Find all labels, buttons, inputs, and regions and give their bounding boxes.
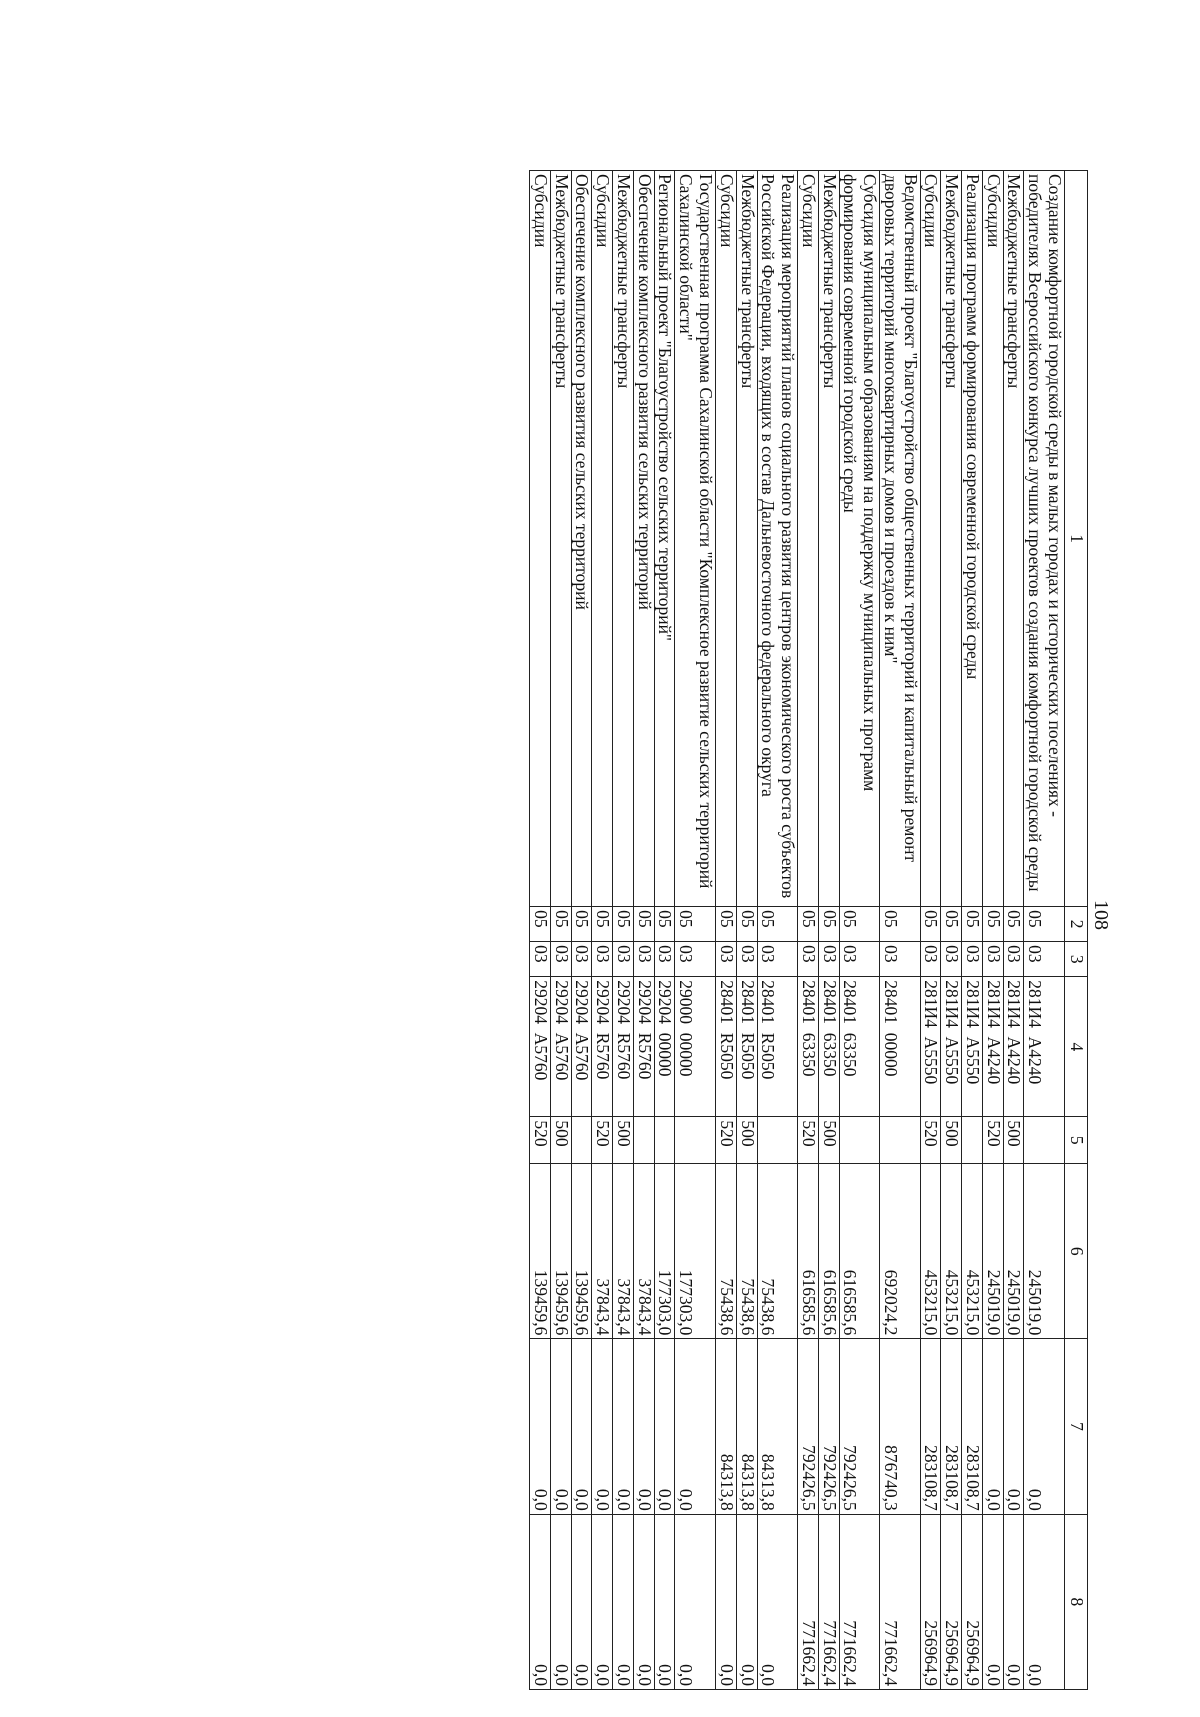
amount-col-8: 0,0 (982, 1514, 1003, 1689)
target-article-code: 29204 00000 (654, 977, 675, 1117)
row-name: Субсидии (798, 171, 819, 907)
amount-col-7: 283108,7 (920, 1339, 941, 1514)
target-article-code: 29204 R5760 (592, 977, 613, 1117)
header-col-4: 4 (1065, 977, 1088, 1117)
header-col-8: 8 (1065, 1514, 1088, 1689)
amount-col-6: 616585,6 (798, 1164, 819, 1339)
row-name: Ведомственный проект "Благоустройство общественных территорий и капитальный ремонт дворовых территорий многоквартирных домов и проездов к ним" (880, 171, 921, 907)
table-row (920, 171, 941, 1690)
header-col-7: 7 (1065, 1339, 1088, 1514)
target-article-code: 29204 R5760 (633, 977, 654, 1117)
header-row (1065, 171, 1088, 1690)
section-code: 05 (757, 907, 798, 942)
table-row (530, 171, 551, 1690)
amount-col-8: 0,0 (613, 1514, 634, 1689)
amount-col-8: 256964,9 (941, 1514, 962, 1689)
amount-col-6: 245019,0 (1024, 1164, 1065, 1339)
amount-col-7: 0,0 (654, 1339, 675, 1514)
expense-type-code: 520 (530, 1117, 551, 1164)
amount-col-6: 37843,4 (613, 1164, 634, 1339)
amount-col-8: 0,0 (1003, 1514, 1024, 1689)
subsection-code: 03 (715, 942, 736, 977)
row-name: Межбюджетные трансферты (550, 171, 571, 907)
subsection-code: 03 (736, 942, 757, 977)
expense-type-code: 520 (592, 1117, 613, 1164)
subsection-code: 03 (880, 942, 921, 977)
page-number: 108 (1090, 900, 1112, 930)
target-article-code: 28401 R5050 (736, 977, 757, 1117)
target-article-code: 28401 R5050 (757, 977, 798, 1117)
table-row (592, 171, 613, 1690)
amount-col-7: 0,0 (592, 1339, 613, 1514)
subsection-code: 03 (941, 942, 962, 977)
table-row (715, 171, 736, 1690)
header-col-3: 3 (1065, 942, 1088, 977)
amount-col-7: 0,0 (633, 1339, 654, 1514)
amount-col-7: 0,0 (530, 1339, 551, 1514)
table-body (530, 171, 1065, 1690)
row-name: Субсидии (530, 171, 551, 907)
amount-col-6: 139459,6 (550, 1164, 571, 1339)
expense-type-code: 500 (550, 1117, 571, 1164)
budget-table (529, 170, 1088, 1690)
amount-col-7: 0,0 (571, 1339, 592, 1514)
expense-type-code: 520 (715, 1117, 736, 1164)
row-name: Реализация программ формирования современной городской среды (962, 171, 983, 907)
table-row (839, 171, 880, 1690)
amount-col-7: 0,0 (550, 1339, 571, 1514)
section-code: 05 (962, 907, 983, 942)
subsection-code: 03 (550, 942, 571, 977)
expense-type-code (1024, 1117, 1065, 1164)
table-row (962, 171, 983, 1690)
table-row (818, 171, 839, 1690)
row-name: Субсидия муниципальным образованиям на поддержку муниципальных программ формирования современной городской среды (839, 171, 880, 907)
expense-type-code: 500 (613, 1117, 634, 1164)
target-article-code: 28401 R5050 (715, 977, 736, 1117)
expense-type-code (962, 1117, 983, 1164)
expense-type-code (571, 1117, 592, 1164)
section-code: 05 (571, 907, 592, 942)
amount-col-8: 0,0 (571, 1514, 592, 1689)
amount-col-6: 453215,0 (941, 1164, 962, 1339)
target-article-code: 281И4 А4240 (982, 977, 1003, 1117)
amount-col-6: 37843,4 (592, 1164, 613, 1339)
row-name: Межбюджетные трансферты (818, 171, 839, 907)
amount-col-8: 0,0 (530, 1514, 551, 1689)
amount-col-6: 616585,6 (818, 1164, 839, 1339)
amount-col-7: 283108,7 (962, 1339, 983, 1514)
section-code: 05 (530, 907, 551, 942)
target-article-code: 29204 А5760 (550, 977, 571, 1117)
row-name: Региональный проект "Благоустройство сельских территорий" (654, 171, 675, 907)
section-code: 05 (592, 907, 613, 942)
target-article-code: 29204 А5760 (530, 977, 551, 1117)
target-article-code: 281И4 А5550 (920, 977, 941, 1117)
table-row (982, 171, 1003, 1690)
amount-col-6: 453215,0 (962, 1164, 983, 1339)
header-col-5: 5 (1065, 1117, 1088, 1164)
subsection-code: 03 (592, 942, 613, 977)
amount-col-6: 453215,0 (920, 1164, 941, 1339)
amount-col-8: 0,0 (1024, 1514, 1065, 1689)
target-article-code: 28401 00000 (880, 977, 921, 1117)
subsection-code: 03 (675, 942, 716, 977)
amount-col-6: 245019,0 (1003, 1164, 1024, 1339)
subsection-code: 03 (982, 942, 1003, 977)
row-name: Межбюджетные трансферты (736, 171, 757, 907)
subsection-code: 03 (839, 942, 880, 977)
section-code: 05 (1003, 907, 1024, 942)
amount-col-6: 139459,6 (571, 1164, 592, 1339)
amount-col-6: 37843,4 (633, 1164, 654, 1339)
rotated-page-content (529, 170, 1088, 1690)
row-name: Реализация мероприятий планов социального развития центров экономического роста субъектов Российской Федерации, входящих в состав Дальневосточного федерального округа (757, 171, 798, 907)
amount-col-7: 283108,7 (941, 1339, 962, 1514)
section-code: 05 (798, 907, 819, 942)
amount-col-7: 0,0 (982, 1339, 1003, 1514)
expense-type-code: 500 (1003, 1117, 1024, 1164)
amount-col-6: 75438,6 (715, 1164, 736, 1339)
expense-type-code: 500 (736, 1117, 757, 1164)
amount-col-7: 792426,5 (839, 1339, 880, 1514)
amount-col-6: 616585,6 (839, 1164, 880, 1339)
amount-col-8: 0,0 (675, 1514, 716, 1689)
subsection-code: 03 (1024, 942, 1065, 977)
row-name: Межбюджетные трансферты (613, 171, 634, 907)
section-code: 05 (675, 907, 716, 942)
table-row (1024, 171, 1065, 1690)
amount-col-7: 792426,5 (798, 1339, 819, 1514)
section-code: 05 (880, 907, 921, 942)
amount-col-8: 0,0 (654, 1514, 675, 1689)
section-code: 05 (633, 907, 654, 942)
section-code: 05 (982, 907, 1003, 942)
expense-type-code: 520 (798, 1117, 819, 1164)
subsection-code: 03 (654, 942, 675, 977)
amount-col-8: 0,0 (715, 1514, 736, 1689)
row-name: Субсидии (592, 171, 613, 907)
expense-type-code (880, 1117, 921, 1164)
amount-col-6: 75438,6 (757, 1164, 798, 1339)
row-name: Межбюджетные трансферты (1003, 171, 1024, 907)
amount-col-7: 0,0 (1024, 1339, 1065, 1514)
amount-col-8: 771662,4 (818, 1514, 839, 1689)
target-article-code: 28401 63350 (839, 977, 880, 1117)
row-name: Государственная программа Сахалинской области "Комплексное развитие сельских территорий Сахалинской области" (675, 171, 716, 907)
table-row (736, 171, 757, 1690)
amount-col-7: 84313,8 (757, 1339, 798, 1514)
amount-col-7: 876740,3 (880, 1339, 921, 1514)
target-article-code: 29204 R5760 (613, 977, 634, 1117)
expense-type-code: 520 (920, 1117, 941, 1164)
target-article-code: 28401 63350 (798, 977, 819, 1117)
row-name: Субсидии (715, 171, 736, 907)
amount-col-8: 256964,9 (962, 1514, 983, 1689)
header-col-2: 2 (1065, 907, 1088, 942)
section-code: 05 (941, 907, 962, 942)
table-row (1003, 171, 1024, 1690)
amount-col-6: 177303,0 (654, 1164, 675, 1339)
amount-col-8: 0,0 (550, 1514, 571, 1689)
subsection-code: 03 (798, 942, 819, 977)
table-row (941, 171, 962, 1690)
amount-col-8: 0,0 (592, 1514, 613, 1689)
section-code: 05 (715, 907, 736, 942)
expense-type-code: 500 (818, 1117, 839, 1164)
subsection-code: 03 (613, 942, 634, 977)
amount-col-8: 0,0 (633, 1514, 654, 1689)
amount-col-7: 0,0 (613, 1339, 634, 1514)
table-row (757, 171, 798, 1690)
row-name: Субсидии (920, 171, 941, 907)
expense-type-code (654, 1117, 675, 1164)
section-code: 05 (920, 907, 941, 942)
section-code: 05 (613, 907, 634, 942)
expense-type-code (757, 1117, 798, 1164)
amount-col-8: 0,0 (757, 1514, 798, 1689)
subsection-code: 03 (633, 942, 654, 977)
target-article-code: 281И4 А5550 (941, 977, 962, 1117)
amount-col-7: 0,0 (675, 1339, 716, 1514)
table-row (654, 171, 675, 1690)
row-name: Межбюджетные трансферты (941, 171, 962, 907)
expense-type-code (839, 1117, 880, 1164)
target-article-code: 281И4 А5550 (962, 977, 983, 1117)
table-row (571, 171, 592, 1690)
section-code: 05 (550, 907, 571, 942)
row-name: Обеспечение комплексного развития сельских территорий (571, 171, 592, 907)
section-code: 05 (736, 907, 757, 942)
amount-col-8: 771662,4 (880, 1514, 921, 1689)
section-code: 05 (839, 907, 880, 942)
target-article-code: 28401 63350 (818, 977, 839, 1117)
subsection-code: 03 (962, 942, 983, 977)
amount-col-7: 84313,8 (736, 1339, 757, 1514)
subsection-code: 03 (1003, 942, 1024, 977)
target-article-code: 29000 00000 (675, 977, 716, 1117)
amount-col-6: 139459,6 (530, 1164, 551, 1339)
target-article-code: 29204 А5760 (571, 977, 592, 1117)
amount-col-8: 771662,4 (839, 1514, 880, 1689)
amount-col-6: 245019,0 (982, 1164, 1003, 1339)
amount-col-6: 75438,6 (736, 1164, 757, 1339)
table-row (798, 171, 819, 1690)
table-row (880, 171, 921, 1690)
target-article-code: 281И4 А4240 (1003, 977, 1024, 1117)
table-row (613, 171, 634, 1690)
subsection-code: 03 (757, 942, 798, 977)
subsection-code: 03 (818, 942, 839, 977)
expense-type-code: 500 (941, 1117, 962, 1164)
header-col-1: 1 (1065, 171, 1088, 907)
amount-col-7: 792426,5 (818, 1339, 839, 1514)
subsection-code: 03 (920, 942, 941, 977)
amount-col-7: 84313,8 (715, 1339, 736, 1514)
header-col-6: 6 (1065, 1164, 1088, 1339)
section-code: 05 (1024, 907, 1065, 942)
row-name: Субсидии (982, 171, 1003, 907)
amount-col-6: 177303,0 (675, 1164, 716, 1339)
target-article-code: 281И4 А4240 (1024, 977, 1065, 1117)
amount-col-8: 256964,9 (920, 1514, 941, 1689)
amount-col-6: 692024,2 (880, 1164, 921, 1339)
expense-type-code: 520 (982, 1117, 1003, 1164)
subsection-code: 03 (530, 942, 551, 977)
expense-type-code (675, 1117, 716, 1164)
expense-type-code (633, 1117, 654, 1164)
row-name: Создание комфортной городской среды в малых городах и исторических поселениях - победителях Всероссийского конкурса лучших проектов создания комфортной городской среды (1024, 171, 1065, 907)
amount-col-8: 771662,4 (798, 1514, 819, 1689)
subsection-code: 03 (571, 942, 592, 977)
table-row (675, 171, 716, 1690)
amount-col-7: 0,0 (1003, 1339, 1024, 1514)
section-code: 05 (818, 907, 839, 942)
section-code: 05 (654, 907, 675, 942)
amount-col-8: 0,0 (736, 1514, 757, 1689)
table-row (550, 171, 571, 1690)
row-name: Обеспечение комплексного развития сельских территорий (633, 171, 654, 907)
table-row (633, 171, 654, 1690)
